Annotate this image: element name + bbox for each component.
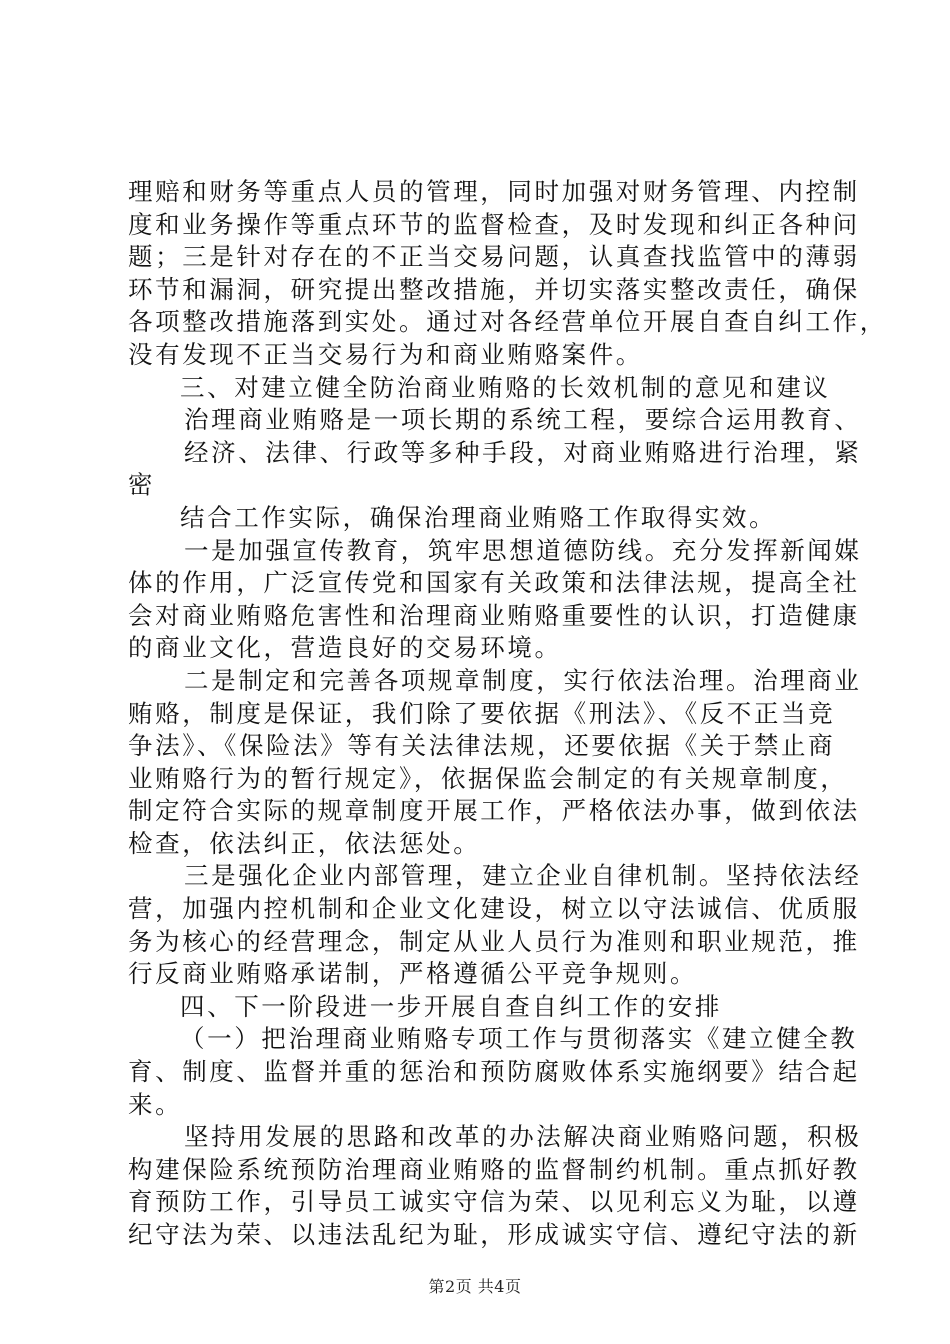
- text-line: 检查，依法纠正，依法惩处。: [128, 828, 481, 858]
- text-line: （一）把治理商业贿赂专项工作与贯彻落实《建立健全教: [180, 1024, 858, 1054]
- text-line: 体的作用，广泛宣传党和国家有关政策和法律法规，提高全社: [128, 568, 860, 598]
- text-line: 一是加强宣传教育，筑牢思想道德防线。充分发挥新闻媒: [184, 535, 862, 565]
- text-line: 二是制定和完善各项规章制度，实行依法治理。治理商业: [184, 665, 862, 695]
- text-line: 经济、法律、行政等多种手段，对商业贿赂进行治理，紧: [184, 437, 862, 467]
- text-line: 育预防工作，引导员工诚实守信为荣、以见利忘义为耻，以遵: [128, 1187, 860, 1217]
- text-line: 环节和漏洞，研究提出整改措施，并切实落实整改责任，确保: [128, 274, 860, 304]
- body-text: [128, 176, 887, 1252]
- text-line: 业贿赂行为的暂行规定》，依据保监会制定的有关规章制度，: [128, 763, 848, 793]
- text-line: 坚持用发展的思路和改革的办法解决商业贿赂问题，积极: [184, 1122, 862, 1152]
- text-line: 纪守法为荣、以违法乱纪为耻，形成诚实守信、遵纪守法的新: [128, 1220, 860, 1249]
- text-line: 务为核心的经营理念，制定从业人员行为准则和职业规范，推: [128, 926, 860, 956]
- text-line: 结合工作实际，确保治理商业贿赂工作取得实效。: [180, 502, 777, 532]
- text-line: 制定符合实际的规章制度开展工作，严格依法办事，做到依法: [128, 796, 860, 826]
- section-heading-3: 三、对建立健全防治商业贿赂的长效机制的意见和建议: [180, 372, 831, 402]
- text-line: 会对商业贿赂危害性和治理商业贿赂重要性的认识，打造健康: [128, 600, 860, 630]
- text-line: 争法》、《保险法》等有关法律法规，还要依据《关于禁止商: [128, 731, 836, 761]
- text-line: 度和业务操作等重点环节的监督检查，及时发现和纠正各种问: [128, 209, 860, 239]
- text-line: 密: [128, 470, 156, 500]
- text-line: 治理商业贿赂是一项长期的系统工程，要综合运用教育、: [184, 405, 862, 435]
- text-line: 营，加强内控机制和企业文化建设，树立以守法诚信、优质服: [128, 894, 860, 924]
- text-line: 育、制度、监督并重的惩治和预防腐败体系实施纲要》结合起: [128, 1057, 860, 1087]
- page-footer: 第2页 共4页: [428, 1277, 522, 1296]
- text-line: 行反商业贿赂承诺制，严格遵循公平竞争规则。: [128, 959, 698, 989]
- text-line: 理赔和财务等重点人员的管理，同时加强对财务管理、内控制: [128, 177, 860, 206]
- text-line: 来。: [128, 1089, 183, 1119]
- text-line: 构建保险系统预防治理商业贿赂的监督制约机制。重点抓好教: [128, 1154, 860, 1184]
- text-line: 各项整改措施落到实处。通过对各经营单位开展自查自纠工作，: [128, 307, 887, 337]
- text-line: 没有发现不正当交易行为和商业贿赂案件。: [128, 339, 643, 369]
- section-heading-4: 四、下一阶段进一步开展自查自纠工作的安排: [180, 991, 722, 1021]
- text-line: 贿赂，制度是保证，我们除了要依据《刑法》、《反不正当竞: [128, 698, 836, 728]
- text-line: 的商业文化，营造良好的交易环境。: [128, 633, 562, 663]
- text-line: 三是强化企业内部管理，建立企业自律机制。坚持依法经: [184, 861, 862, 891]
- text-line: 题；三是针对存在的不正当交易问题，认真查找监管中的薄弱: [128, 242, 860, 272]
